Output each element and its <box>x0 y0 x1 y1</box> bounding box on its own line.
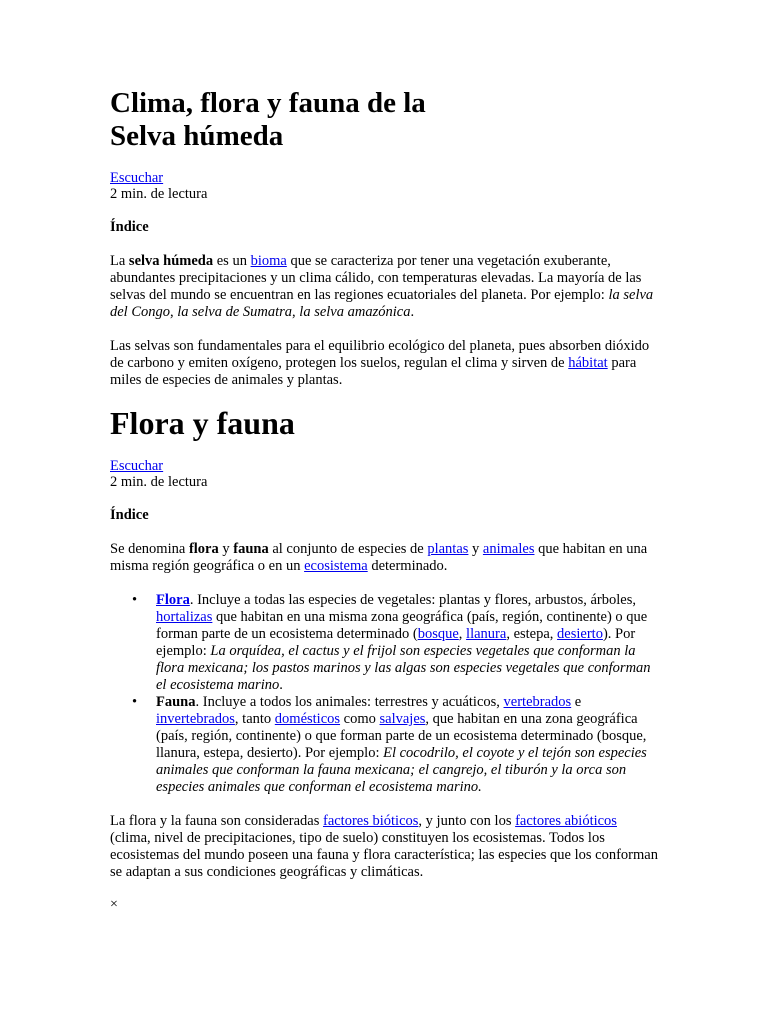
listen-link[interactable]: Escuchar <box>110 170 164 186</box>
intro-paragraph: La selva húmeda es un bioma que se caracteriza por tener una vegetación exuberante, abundantes precipitaciones y un clima cálido, con temperaturas elevadas. La mayoría de las selvas del mundo se encuentran en las regiones ecuatoriales del planeta. Por ejemplo: la selva del Congo, la selva de Sumatra, la selva amazónica. <box>110 253 654 320</box>
link-plantas[interactable]: plantas <box>427 541 469 557</box>
section-meta <box>110 458 658 490</box>
link-bioma[interactable]: bioma <box>250 253 287 269</box>
example-amazonica: la selva amazónica <box>299 304 411 320</box>
read-time: 2 min. de lectura <box>110 186 208 202</box>
read-time-2: 2 min. de lectura <box>110 474 208 490</box>
title-line-2: Selva húmeda <box>110 120 284 152</box>
article-meta <box>110 170 658 202</box>
bullet-icon: • <box>132 694 138 710</box>
flora-example: La orquídea, el cactus y el frijol son especies vegetales que conforman la flora mexicana; los pastos marinos y las algas son especies vegetales que conforman el ecosistema marino <box>156 643 651 693</box>
link-desierto[interactable]: desierto <box>557 626 603 642</box>
index-heading: Índice <box>110 219 149 235</box>
document-page <box>110 0 658 913</box>
link-domesticos[interactable]: domésticos <box>274 711 341 727</box>
link-invertebrados[interactable]: invertebrados <box>156 711 235 727</box>
list-item-flora: • Flora. Incluye a todas las especies de vegetales: plantas y flores, arbustos, árboles, hortalizas que habitan en una misma zona geográfica (país, región, continente) o que forman parte de un ecosistema determinado (bosque, llanura, estepa, desierto). Por ejemplo: La orquídea, el cactus y el frijol son especies vegetales que conforman la flora mexicana; los pastos marinos y las algas son especies vegetales que conforman el ecosistema marino. <box>132 592 651 693</box>
close-icon[interactable]: × <box>110 897 118 912</box>
article-title <box>110 87 658 153</box>
link-salvajes[interactable]: salvajes <box>379 711 426 727</box>
factors-paragraph: La flora y la fauna son consideradas factores bióticos, y junto con los factores abióticos (clima, nivel de precipitaciones, tipo de suelo) constituyen los ecosistemas. Todos los ecosistemas del mundo poseen una fauna y flora característica; las especies que los conforman se adaptan a sus condiciones geográficas y climáticas. <box>110 813 658 880</box>
link-factores-bioticos[interactable]: factores bióticos <box>322 813 419 829</box>
flora-fauna-list <box>110 592 658 796</box>
index-heading-2: Índice <box>110 507 149 523</box>
fauna-example: El cocodrilo, el coyote y el tejón son especies animales que conforman la fauna mexicana; el cangrejo, el tiburón y la orca son especies animales que conforman el ecosistema marino. <box>156 745 647 795</box>
link-llanura[interactable]: llanura <box>466 626 507 642</box>
link-flora[interactable]: Flora <box>156 592 190 608</box>
example-sumatra: la selva de Sumatra <box>177 304 293 320</box>
link-vertebrados[interactable]: vertebrados <box>503 694 572 710</box>
flora-fauna-definition: Se denomina flora y fauna al conjunto de especies de plantas y animales que habitan en una misma región geográfica o en un ecosistema determinado. <box>110 541 648 574</box>
example-congo: la selva del Congo <box>110 287 654 320</box>
link-habitat[interactable]: hábitat <box>568 355 608 371</box>
selvas-paragraph: Las selvas son fundamentales para el equilibrio ecológico del planeta, pues absorben dióxido de carbono y emiten oxígeno, protegen los suelos, regulan el clima y sirven de hábitat para miles de especies de animales y plantas. <box>110 338 650 388</box>
link-ecosistema[interactable]: ecosistema <box>304 558 368 574</box>
bullet-icon: • <box>132 592 138 608</box>
listen-link-2[interactable]: Escuchar <box>110 458 164 474</box>
section-title: Flora y fauna <box>110 405 295 441</box>
list-item-fauna: • Fauna. Incluye a todos los animales: terrestres y acuáticos, vertebrados e invertebrados, tanto domésticos como salvajes, que habitan en una zona geográfica (país, región, continente) o que forman parte de un ecosistema determinado (bosque, llanura, estepa, desierto). Por ejemplo: El cocodrilo, el coyote y el tejón son especies animales que conforman la fauna mexicana; el cangrejo, el tiburón y la orca son especies animales que conforman el ecosistema marino. <box>132 694 647 795</box>
link-animales[interactable]: animales <box>482 541 535 557</box>
link-factores-abioticos[interactable]: factores abióticos <box>515 813 617 829</box>
bold-term: selva húmeda <box>128 253 214 269</box>
link-hortalizas[interactable]: hortalizas <box>156 609 213 625</box>
link-bosque[interactable]: bosque <box>417 626 459 642</box>
title-line-1: Clima, flora y fauna de la <box>110 87 426 119</box>
